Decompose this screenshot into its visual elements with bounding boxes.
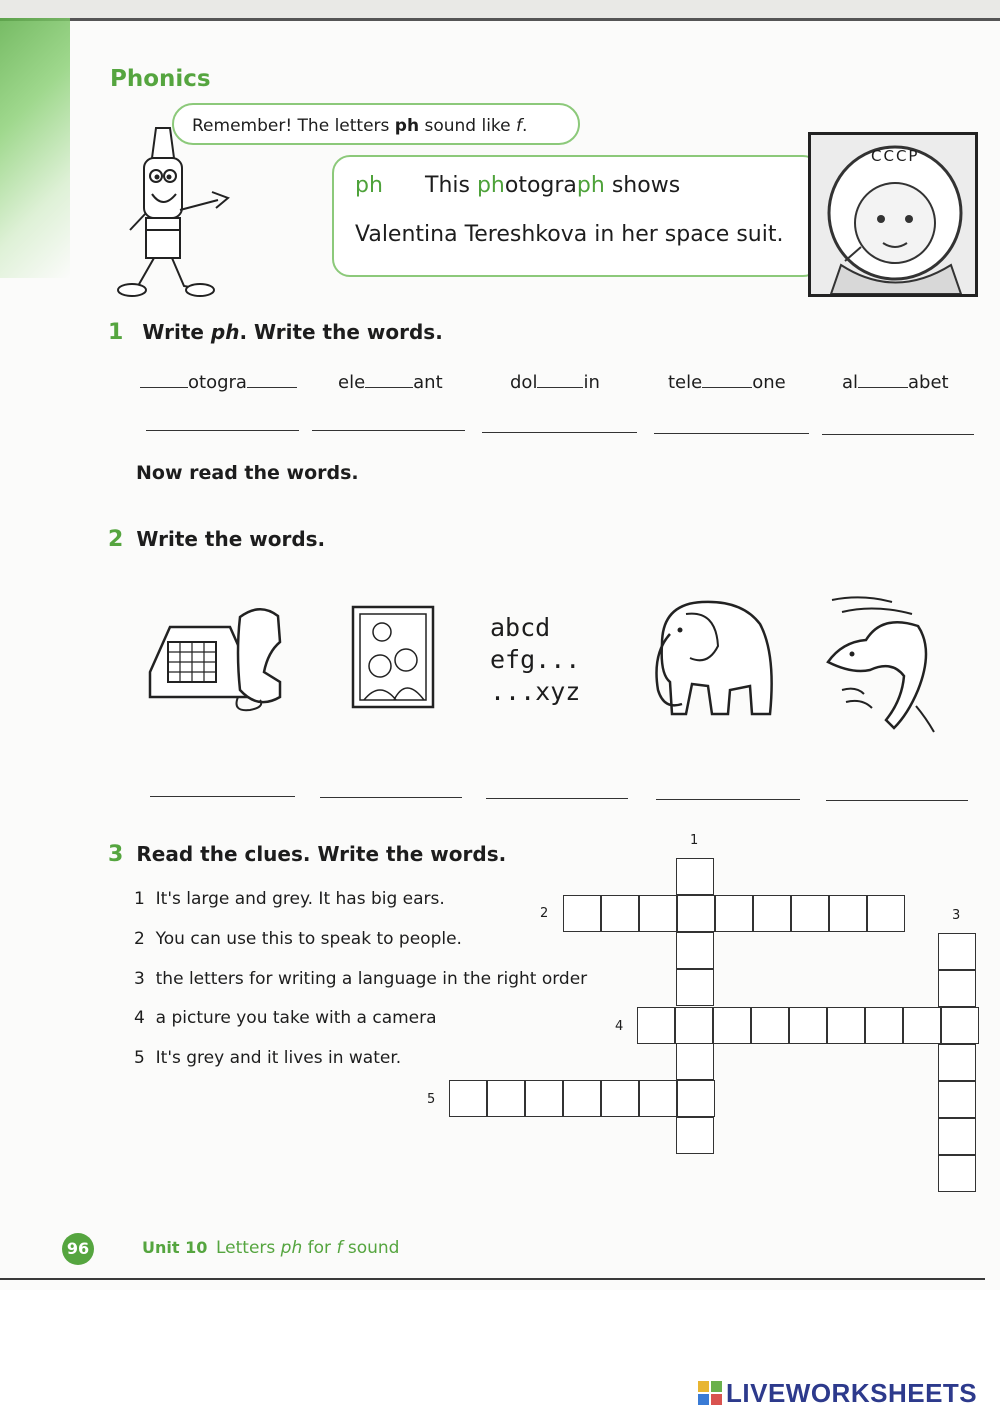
crossword-cell[interactable] bbox=[938, 1044, 976, 1081]
crossword-cell[interactable] bbox=[903, 1007, 941, 1044]
crossword-cell[interactable] bbox=[676, 1043, 714, 1080]
word-item-4: tele one bbox=[668, 372, 786, 393]
word-item-2: ele ant bbox=[338, 372, 443, 393]
word-blank[interactable] bbox=[365, 373, 413, 388]
reminder-speech-bubble: Remember! The letters ph sound like f. bbox=[172, 103, 580, 145]
crossword-cell[interactable] bbox=[938, 933, 976, 970]
answer-line[interactable] bbox=[482, 432, 637, 433]
crossword-cell[interactable] bbox=[789, 1007, 827, 1044]
section3-heading bbox=[108, 842, 506, 867]
clue-1: 1 It's large and grey. It has big ears. bbox=[134, 889, 445, 909]
telephone-picture bbox=[140, 602, 300, 714]
answer-line[interactable] bbox=[312, 430, 465, 431]
grid-number-1: 1 bbox=[690, 833, 699, 848]
read-prompt: Now read the words. bbox=[136, 462, 359, 484]
crossword-cell[interactable] bbox=[829, 895, 867, 932]
photograph-picture bbox=[350, 604, 436, 710]
section1-heading bbox=[108, 320, 443, 345]
unit-label: Unit 10 bbox=[142, 1238, 208, 1257]
answer-line[interactable] bbox=[146, 430, 299, 431]
section2-title: Write the words. bbox=[136, 527, 326, 551]
astronaut-photo bbox=[808, 132, 978, 297]
page-number-badge: 96 bbox=[62, 1233, 94, 1265]
section2-heading bbox=[108, 527, 325, 552]
crossword-cell[interactable] bbox=[677, 895, 715, 932]
crossword-cell[interactable] bbox=[676, 969, 714, 1006]
page-title: Phonics bbox=[110, 66, 211, 92]
crossword-cell[interactable] bbox=[675, 1007, 713, 1044]
clue-4: 4 a picture you take with a camera bbox=[134, 1008, 437, 1028]
crossword-cell[interactable] bbox=[791, 895, 829, 932]
word-blank[interactable] bbox=[140, 373, 188, 388]
example-label: ph bbox=[355, 173, 383, 198]
clue-3: 3 the letters for writing a language in the right order bbox=[134, 969, 588, 989]
section3-title: Read the clues. Write the words. bbox=[136, 842, 507, 866]
liveworksheets-logo-icon bbox=[698, 1381, 722, 1405]
example-sentence-line1: This photograph shows bbox=[425, 173, 681, 198]
answer-line[interactable] bbox=[320, 797, 462, 798]
crossword-cell[interactable] bbox=[563, 895, 601, 932]
grid-number-3: 3 bbox=[952, 908, 961, 923]
liveworksheets-brand: LIVEWORKSHEETS bbox=[726, 1378, 978, 1408]
crossword-cell[interactable] bbox=[827, 1007, 865, 1044]
crossword-cell[interactable] bbox=[677, 1080, 715, 1117]
word-blank[interactable] bbox=[858, 373, 908, 388]
crossword-cell[interactable] bbox=[449, 1080, 487, 1117]
answer-line[interactable] bbox=[826, 800, 968, 801]
crossword-cell[interactable] bbox=[941, 1007, 979, 1044]
word-blank[interactable] bbox=[537, 373, 583, 388]
answer-line[interactable] bbox=[150, 796, 295, 797]
answer-line[interactable] bbox=[656, 799, 800, 800]
section3-number: 3 bbox=[108, 842, 124, 867]
crossword-cell[interactable] bbox=[867, 895, 905, 932]
crossword-cell[interactable] bbox=[751, 1007, 789, 1044]
section1-number: 1 bbox=[108, 320, 124, 345]
clue-5: 5 It's grey and it lives in water. bbox=[134, 1048, 402, 1068]
answer-line[interactable] bbox=[822, 434, 974, 435]
word-blank[interactable] bbox=[247, 373, 297, 388]
crossword-cell[interactable] bbox=[753, 895, 791, 932]
crossword-cell[interactable] bbox=[938, 1081, 976, 1118]
example-sentence-line2: Valentina Tereshkova in her space suit. bbox=[355, 222, 784, 247]
crossword-cell[interactable] bbox=[525, 1080, 563, 1117]
alphabet-picture: abcd efg... ...xyz bbox=[490, 613, 581, 706]
crossword-cell[interactable] bbox=[637, 1007, 675, 1044]
word-item-1: otogra bbox=[140, 372, 297, 393]
answer-line[interactable] bbox=[654, 433, 809, 434]
word-item-3: dol in bbox=[510, 372, 600, 393]
crossword-cell[interactable] bbox=[676, 1117, 714, 1154]
crossword-cell[interactable] bbox=[676, 932, 714, 969]
top-edge bbox=[0, 0, 1000, 21]
crossword-cell[interactable] bbox=[865, 1007, 903, 1044]
grid-number-5: 5 bbox=[427, 1092, 436, 1107]
crossword-cell[interactable] bbox=[601, 1080, 639, 1117]
crossword-cell[interactable] bbox=[715, 895, 753, 932]
crossword-cell[interactable] bbox=[938, 1118, 976, 1155]
grid-number-4: 4 bbox=[615, 1019, 624, 1034]
bottom-edge bbox=[0, 1270, 985, 1280]
section1-title: Write ph. Write the words. bbox=[142, 320, 443, 344]
crossword-cell[interactable] bbox=[938, 1155, 976, 1192]
crossword-cell[interactable] bbox=[563, 1080, 601, 1117]
answer-line[interactable] bbox=[486, 798, 628, 799]
crossword-cell[interactable] bbox=[601, 895, 639, 932]
crossword-cell[interactable] bbox=[676, 858, 714, 895]
clue-2: 2 You can use this to speak to people. bbox=[134, 929, 462, 949]
elephant-picture bbox=[642, 594, 778, 720]
crossword-cell[interactable] bbox=[639, 1080, 677, 1117]
section2-number: 2 bbox=[108, 527, 124, 552]
crossword-cell[interactable] bbox=[487, 1080, 525, 1117]
word-blank[interactable] bbox=[702, 373, 752, 388]
page-spine-decoration bbox=[0, 18, 70, 278]
photo-caption: CCCP bbox=[871, 147, 920, 165]
crossword-cell[interactable] bbox=[938, 970, 976, 1007]
crossword-cell[interactable] bbox=[713, 1007, 751, 1044]
unit-topic: Letters ph for f sound bbox=[216, 1238, 400, 1258]
grid-number-2: 2 bbox=[540, 906, 549, 921]
word-item-5: al abet bbox=[842, 372, 949, 393]
dolphin-picture bbox=[822, 590, 938, 740]
crossword-cell[interactable] bbox=[639, 895, 677, 932]
